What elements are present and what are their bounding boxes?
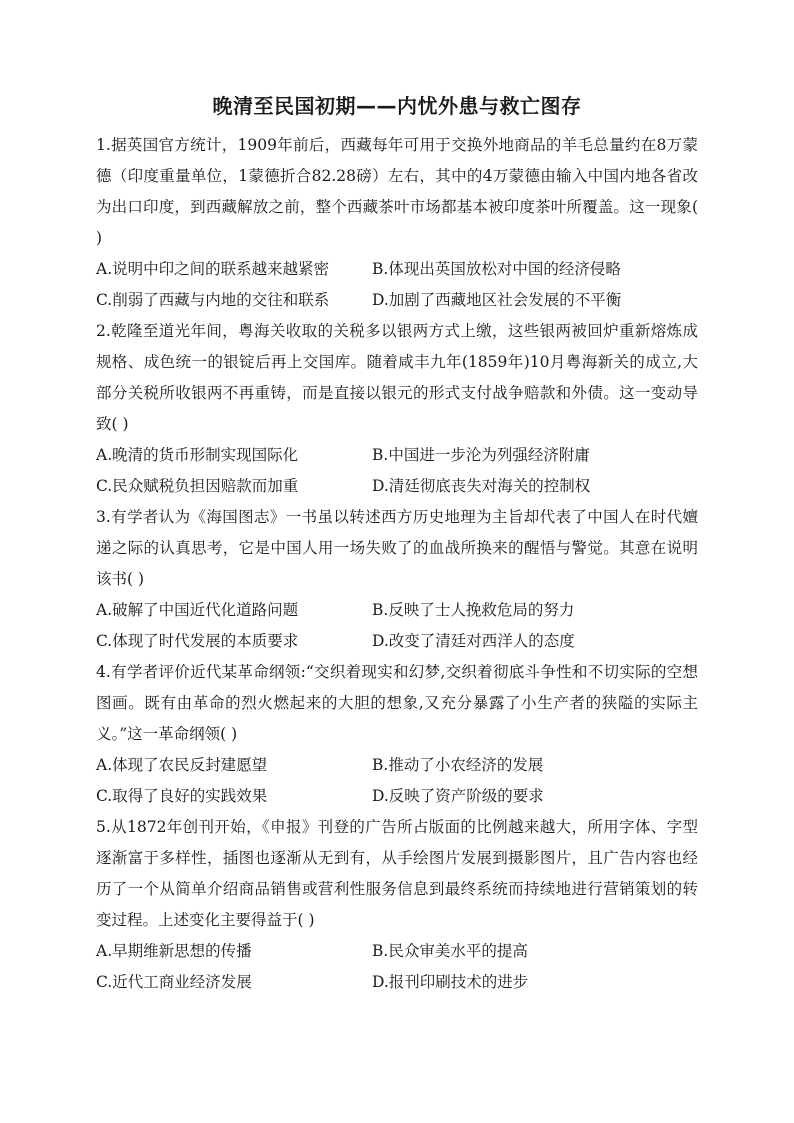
option-b: B.中国进一步沦为列强经济附庸: [372, 446, 590, 464]
question-1: [96, 130, 698, 316]
question-4: [96, 657, 698, 812]
option-d: D.改变了清廷对西洋人的态度: [372, 632, 575, 650]
question-stem: 3.有学者认为《海国图志》一书虽以转述西方历史地理为主旨却代表了中国人在时代嬗递之际的认真思考，它是中国人用一场失败了的血战所换来的醒悟与警觉。其意在说明该书( ): [96, 508, 698, 588]
option-b: B.推动了小农经济的发展: [372, 756, 544, 774]
question-stem: 1.据英国官方统计，1909年前后，西藏每年可用于交换外地商品的羊毛总量约在8万蒙德（印度重量单位，1蒙德折合82.28磅）左右，其中的4万蒙德由输入中国内地各省改为出口印度，到西藏解放之前，整个西藏茶叶市场都基本被印度茶叶所覆盖。这一现象( ): [96, 136, 698, 247]
question-stem: 4.有学者评价近代某革命纲领:“交织着现实和幻梦,交织着彻底斗争性和不切实际的空想图画。既有由革命的烈火燃起来的大胆的想象,又充分暴露了小生产者的狭隘的实际主义。”这一革命纲领( ): [96, 663, 698, 743]
option-c: C.削弱了西藏与内地的交往和联系: [96, 291, 330, 309]
option-a: A.说明中印之间的联系越来越紧密: [96, 260, 330, 278]
option-list: [96, 440, 698, 502]
question-5: [96, 812, 698, 998]
question-stem: 2.乾隆至道光年间，粤海关收取的关税多以银两方式上缴，这些银两被回炉重新熔炼成规格、成色统一的银锭后再上交国库。随着咸丰九年(1859年)10月粤海新关的成立,大部分关税所收银两不再重铸，而是直接以银元的形式支付战争赔款和外债。这一变动导致( ): [96, 322, 698, 433]
option-b: B.民众审美水平的提高: [372, 942, 528, 960]
option-a: A.体现了农民反封建愿望: [96, 756, 268, 774]
question-2: [96, 316, 698, 502]
option-c: C.民众赋税负担因赔款而加重: [96, 477, 299, 495]
option-b: B.反映了士人挽救危局的努力: [372, 601, 575, 619]
option-d: D.加剧了西藏地区社会发展的不平衡: [372, 291, 622, 309]
option-d: D.清廷彻底丧失对海关的控制权: [372, 477, 591, 495]
option-list: [96, 936, 698, 998]
option-c: C.取得了良好的实践效果: [96, 787, 268, 805]
option-list: [96, 595, 698, 657]
question-3: [96, 502, 698, 657]
option-a: A.破解了中国近代化道路问题: [96, 601, 299, 619]
option-d: D.反映了资产阶级的要求: [372, 787, 544, 805]
option-c: C.近代工商业经济发展: [96, 973, 252, 991]
option-a: A.早期维新思想的传播: [96, 942, 252, 960]
option-list: [96, 750, 698, 812]
option-b: B.体现出英国放松对中国的经济侵略: [372, 260, 621, 278]
question-stem: 5.从1872年创刊开始，《申报》刊登的广告所占版面的比例越来越大，所用字体、字型逐渐富于多样性，插图也逐渐从无到有，从手绘图片发展到摄影图片，且广告内容也经历了一个从简单介绍商品销售或营利性服务信息到最终系统而持续地进行营销策划的转变过程。上述变化主要得益于( ): [96, 818, 698, 929]
page-title: 晚清至民国初期——内忧外患与救亡图存: [212, 94, 582, 118]
option-list: [96, 254, 698, 316]
option-c: C.体现了时代发展的本质要求: [96, 632, 299, 650]
option-a: A.晚清的货币形制实现国际化: [96, 446, 299, 464]
option-d: D.报刊印刷技术的进步: [372, 973, 529, 991]
